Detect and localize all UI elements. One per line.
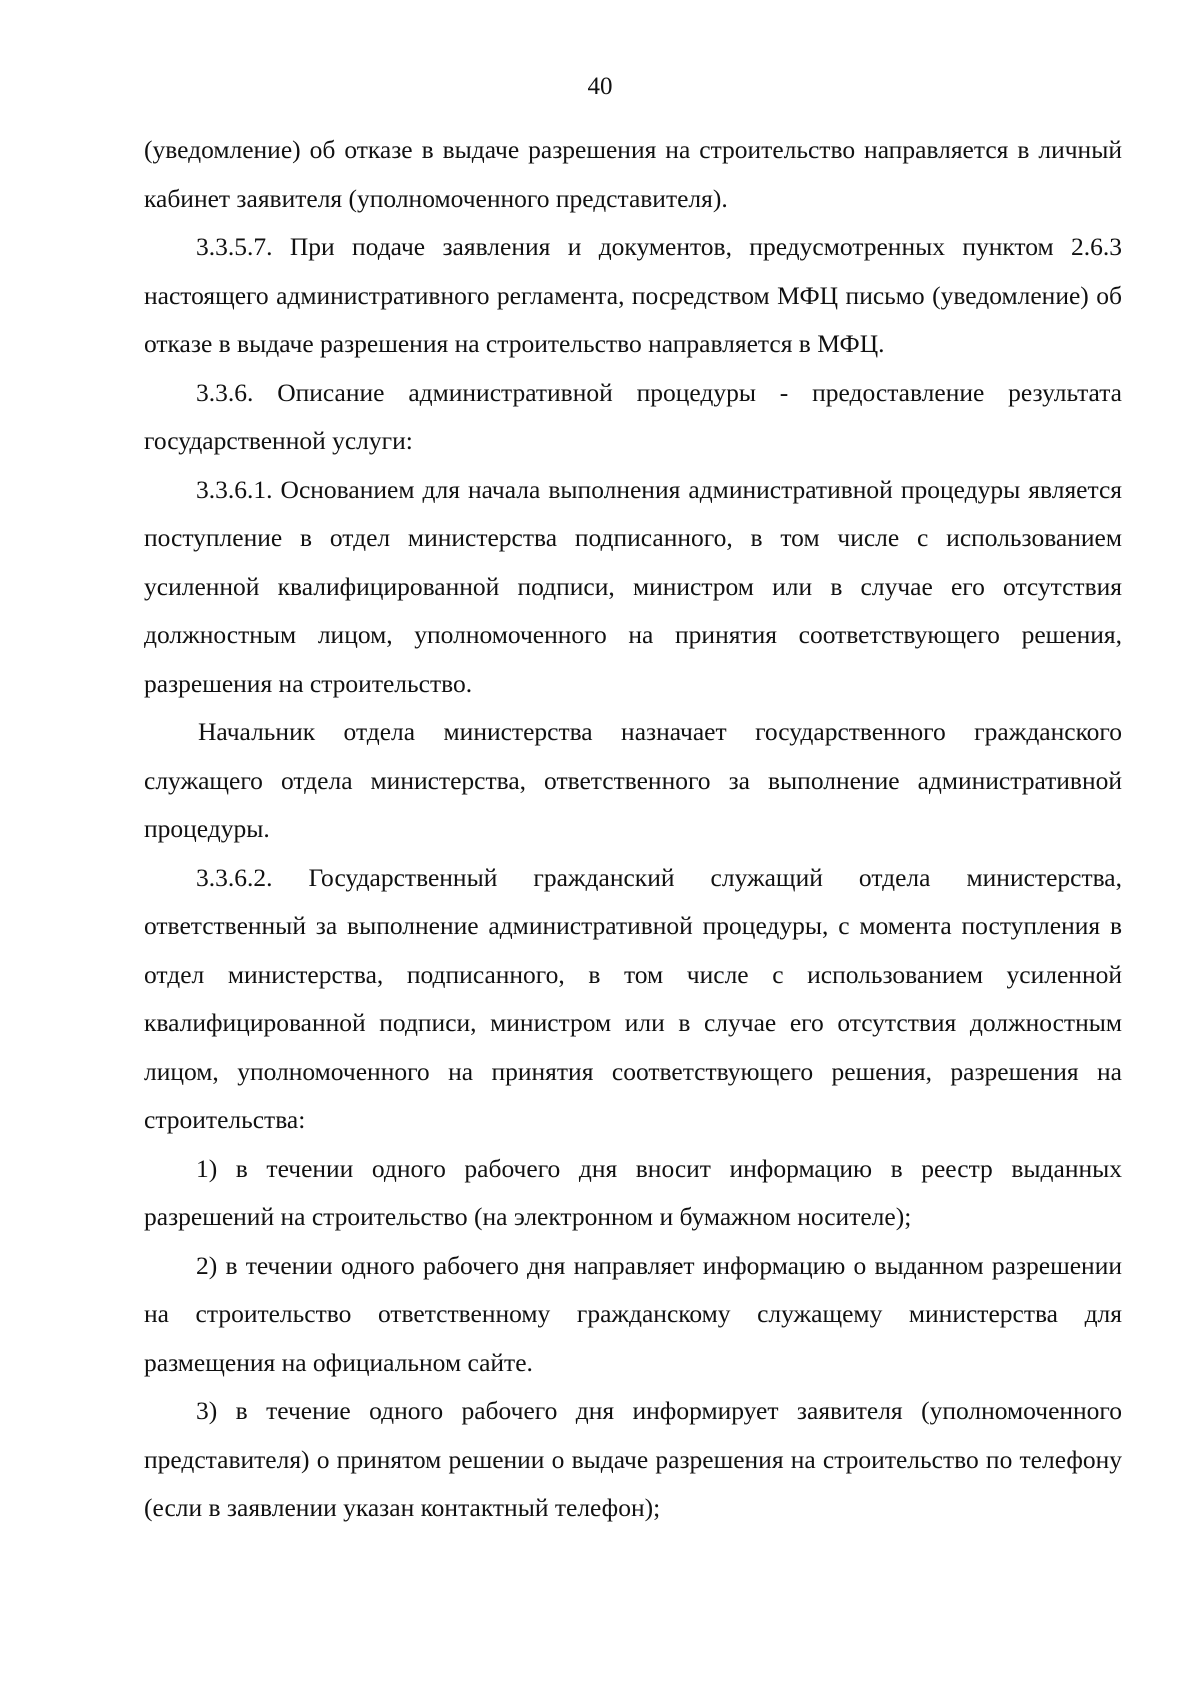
paragraph-continuation: (уведомление) об отказе в выдаче разрешения на строительство направляется в личный кабинет заявителя (уполномоченного представителя).: [144, 135, 1122, 213]
paragraph-3-3-5-7: 3.3.5.7. При подаче заявления и документов, предусмотренных пунктом 2.6.3 настоящего административного регламента, посредством МФЦ письмо (уведомление) об отказе в выдаче разрешения на строительство направляется в МФЦ.: [144, 232, 1122, 358]
paragraph-3-3-6: 3.3.6. Описание административной процедуры - предоставление результата государственной услуги:: [144, 377, 1122, 455]
list-item-3: 3) в течение одного рабочего дня информирует заявителя (уполномоченного представителя) о принятом решении о выдаче разрешения на строительство по телефону (если в заявлении указан контактный телефон);: [144, 1396, 1122, 1522]
page-number: 40: [587, 73, 613, 100]
document-body: [144, 126, 1122, 1533]
list-item-1: 1) в течении одного рабочего дня вносит информацию в реестр выданных разрешений на строительство (на электронном и бумажном носителе);: [144, 1153, 1122, 1231]
paragraph-department-head: Начальник отдела министерства назначает государственного гражданского служащего отдела министерства, ответственного за выполнение административной процедуры.: [144, 717, 1122, 843]
paragraph-3-3-6-2: 3.3.6.2. Государственный гражданский служащий отдела министерства, ответственный за выполнение административной процедуры, с момента поступления в отдел министерства, подписанного, в том числе с использованием усиленной квалифицированной подписи, министром или в случае его отсутствия должностным лицом, уполномоченного на принятия соответствующего решения, разрешения на строительства:: [144, 862, 1122, 1134]
list-item-2: 2) в течении одного рабочего дня направляет информацию о выданном разрешении на строительство ответственному гражданскому служащему министерства для размещения на официальном сайте.: [144, 1250, 1122, 1377]
paragraph-3-3-6-1: 3.3.6.1. Основанием для начала выполнения административной процедуры является поступление в отдел министерства подписанного, в том числе с использованием усиленной квалифицированной подписи, министром или в случае его отсутствия должностным лицом, уполномоченного на принятия соответствующего решения, разрешения на строительство.: [144, 474, 1122, 698]
